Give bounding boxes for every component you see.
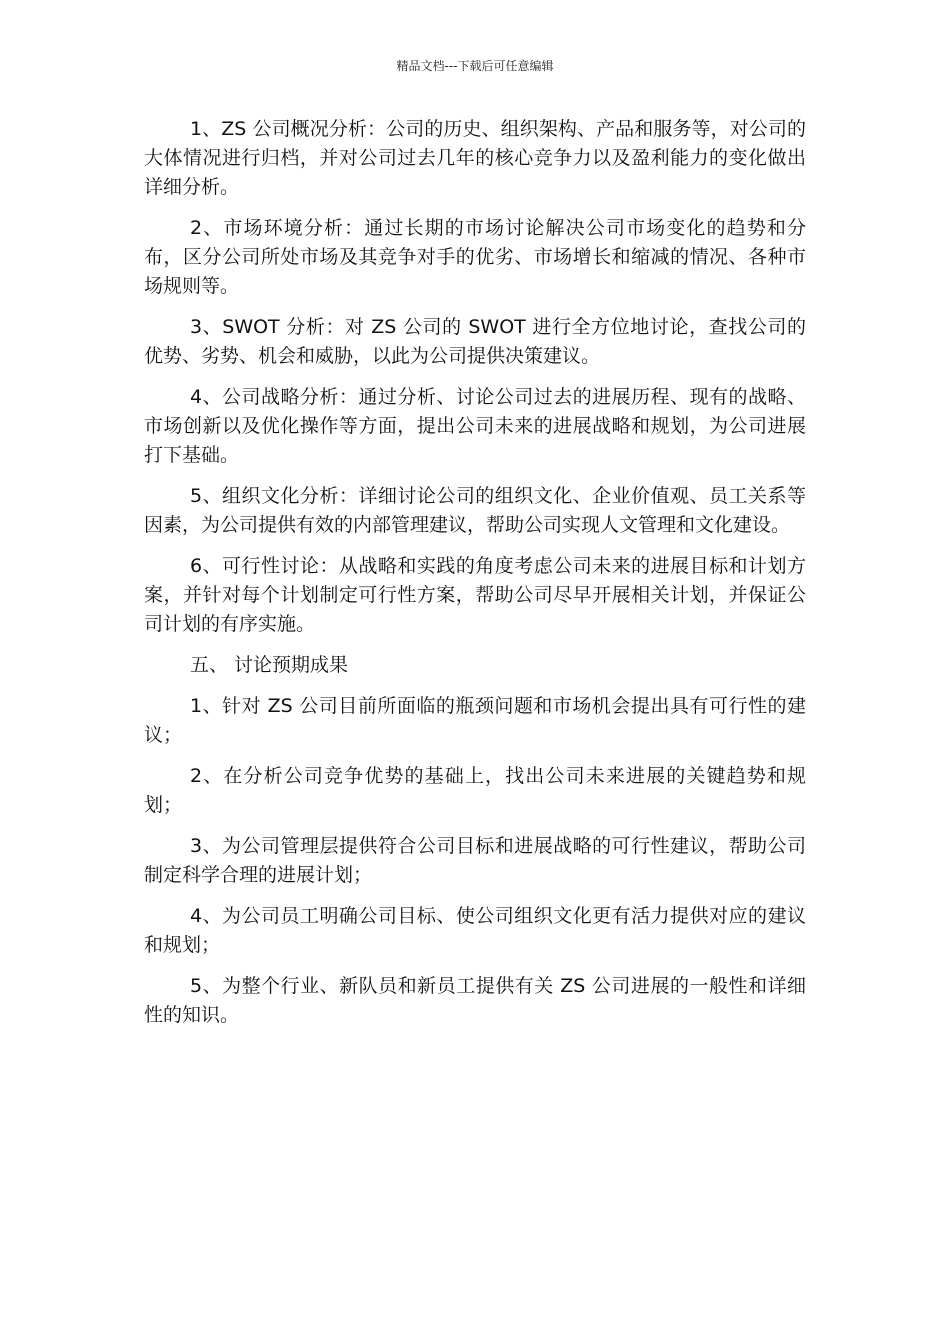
paragraph-swot-analysis: 3、SWOT 分析：对 ZS 公司的 SWOT 进行全方位地讨论，查找公司的优势、劣势、机会和威胁，以此为公司提供决策建议。 xyxy=(144,316,806,367)
page-header: 精品文档---下载后可任意编辑 xyxy=(396,59,554,73)
paragraph-company-overview: 1、ZS 公司概况分析：公司的历史、组织架构、产品和服务等，对公司的大体情况进行归档，并对公司过去几年的核心竞争力以及盈利能力的变化做出详细分析。 xyxy=(144,118,806,198)
paragraph-result-2: 2、在分析公司竞争优势的基础上，找出公司未来进展的关键趋势和规划； xyxy=(144,765,806,816)
paragraph-market-environment: 2、市场环境分析：通过长期的市场讨论解决公司市场变化的趋势和分布，区分公司所处市场及其竞争对手的优劣、市场增长和缩减的情况、各种市场规则等。 xyxy=(144,217,806,297)
document-body xyxy=(144,115,806,1042)
section-heading-expected-results: 五、 讨论预期成果 xyxy=(190,654,349,676)
paragraph-strategy-analysis: 4、公司战略分析：通过分析、讨论公司过去的进展历程、现有的战略、市场创新以及优化操作等方面，提出公司未来的进展战略和规划，为公司进展打下基础。 xyxy=(144,386,806,466)
paragraph-result-3: 3、为公司管理层提供符合公司目标和进展战略的可行性建议，帮助公司制定科学合理的进展计划； xyxy=(144,835,806,886)
paragraph-culture-analysis: 5、组织文化分析：详细讨论公司的组织文化、企业价值观、员工关系等因素，为公司提供有效的内部管理建议，帮助公司实现人文管理和文化建设。 xyxy=(144,485,806,536)
paragraph-feasibility-study: 6、可行性讨论：从战略和实践的角度考虑公司未来的进展目标和计划方案，并针对每个计划制定可行性方案，帮助公司尽早开展相关计划，并保证公司计划的有序实施。 xyxy=(144,555,806,635)
paragraph-result-5: 5、为整个行业、新队员和新员工提供有关 ZS 公司进展的一般性和详细性的知识。 xyxy=(144,975,806,1026)
paragraph-result-4: 4、为公司员工明确公司目标、使公司组织文化更有活力提供对应的建议和规划； xyxy=(144,905,806,956)
paragraph-result-1: 1、针对 ZS 公司目前所面临的瓶颈问题和市场机会提出具有可行性的建议； xyxy=(144,695,806,746)
